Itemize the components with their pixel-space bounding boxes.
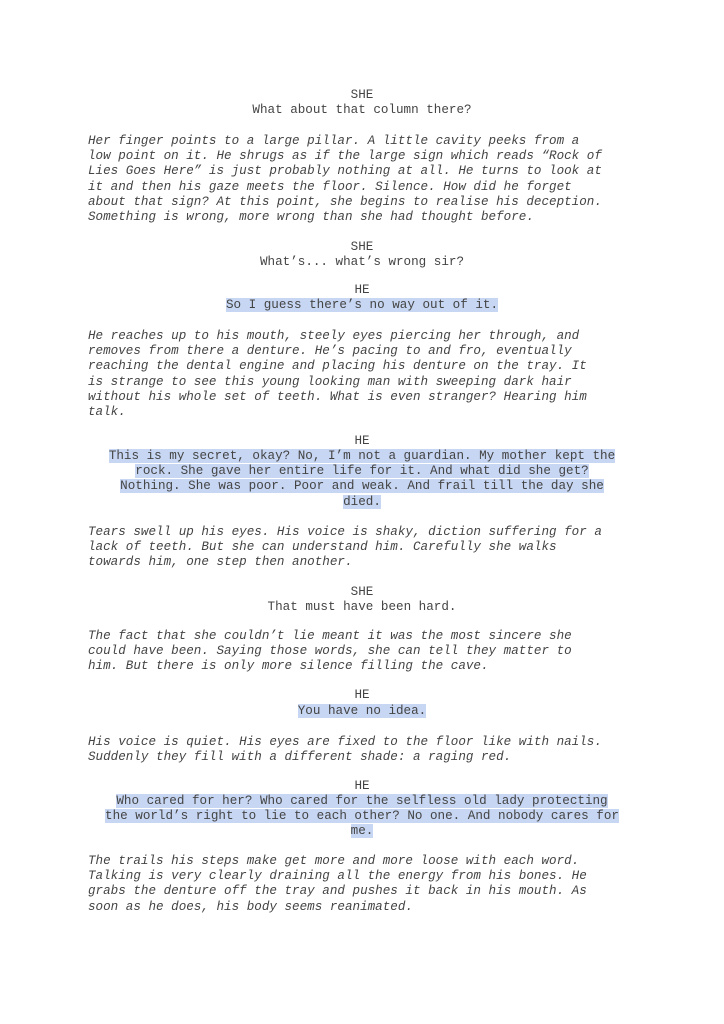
- dialogue-block-highlighted: [60, 794, 664, 840]
- character-cue: [60, 283, 664, 298]
- action-text: His voice is quiet. His eyes are fixed to the floor like with nails. Suddenly they fill with a different shade: a raging red.: [88, 735, 602, 765]
- action-text: Her finger points to a large pillar. A little cavity peeks from a low point on it. He shrugs as if the large sign which reads “Rock of Lies Goes Here” is just probably nothing at all. He turns to look at it and then his gaze meets the floor. Silence. How did he forget about that sign? At this point, she begins to realise his deception. Something is wrong, more wrong than she had thought before.: [88, 134, 602, 225]
- action-block: [88, 134, 648, 225]
- character-cue: [60, 240, 664, 255]
- character-cue: [60, 434, 664, 449]
- dialogue-block-highlighted: [60, 449, 664, 510]
- dialogue-text: What about that column there?: [252, 103, 472, 117]
- dialogue-block-highlighted: [60, 704, 664, 719]
- action-block: [88, 525, 648, 571]
- character-name: HE: [354, 779, 370, 793]
- character-name: SHE: [350, 240, 374, 254]
- dialogue-text: You have no idea.: [297, 704, 427, 718]
- action-text: The trails his steps make get more and more loose with each word. Talking is very clearly draining all the energy from his bones. He grabs the denture off the tray and pushes it back in his mouth. As soon as he does, his body seems reanimated.: [88, 854, 587, 914]
- action-text: Tears swell up his eyes. His voice is shaky, diction suffering for a lack of teeth. But she can understand him. Carefully she walks towards him, one step then another.: [88, 525, 602, 570]
- dialogue-text: Who cared for her? Who cared for the selfless old lady protecting the world’s right to lie to each other? No one. And nobody cares for me.: [105, 794, 619, 839]
- action-block: [88, 629, 648, 675]
- character-name: SHE: [350, 88, 374, 102]
- dialogue-block: [60, 600, 664, 615]
- character-cue: [60, 585, 664, 600]
- dialogue-text: What’s... what’s wrong sir?: [259, 255, 465, 269]
- dialogue-text: That must have been hard.: [267, 600, 457, 614]
- character-name: HE: [354, 688, 370, 702]
- dialogue-text: So I guess there’s no way out of it.: [225, 298, 499, 312]
- dialogue-block-highlighted: [60, 298, 664, 313]
- character-name: HE: [354, 283, 370, 297]
- dialogue-block: [60, 103, 664, 118]
- dialogue-block: [60, 255, 664, 270]
- action-text: He reaches up to his mouth, steely eyes piercing her through, and removes from there a denture. He’s pacing to and fro, eventually reaching the dental engine and placing his denture on the tray. It is strange to see this young looking man with sweeping dark hair without his whole set of teeth. What is even stranger? Hearing him talk.: [88, 329, 587, 420]
- action-text: The fact that she couldn’t lie meant it was the most sincere she could have been. Saying those words, she can tell they matter to him. But there is only more silence filling the cave.: [88, 629, 572, 674]
- character-name: HE: [354, 434, 370, 448]
- character-cue: [60, 88, 664, 103]
- character-cue: [60, 779, 664, 794]
- character-cue: [60, 688, 664, 703]
- action-block: [88, 329, 648, 420]
- dialogue-text: This is my secret, okay? No, I’m not a guardian. My mother kept the rock. She gave her entire life for it. And what did she get? Nothing. She was poor. Poor and weak. And frail till the day she died.: [108, 449, 616, 509]
- action-block: [88, 735, 648, 765]
- character-name: SHE: [350, 585, 374, 599]
- action-block: [88, 854, 648, 915]
